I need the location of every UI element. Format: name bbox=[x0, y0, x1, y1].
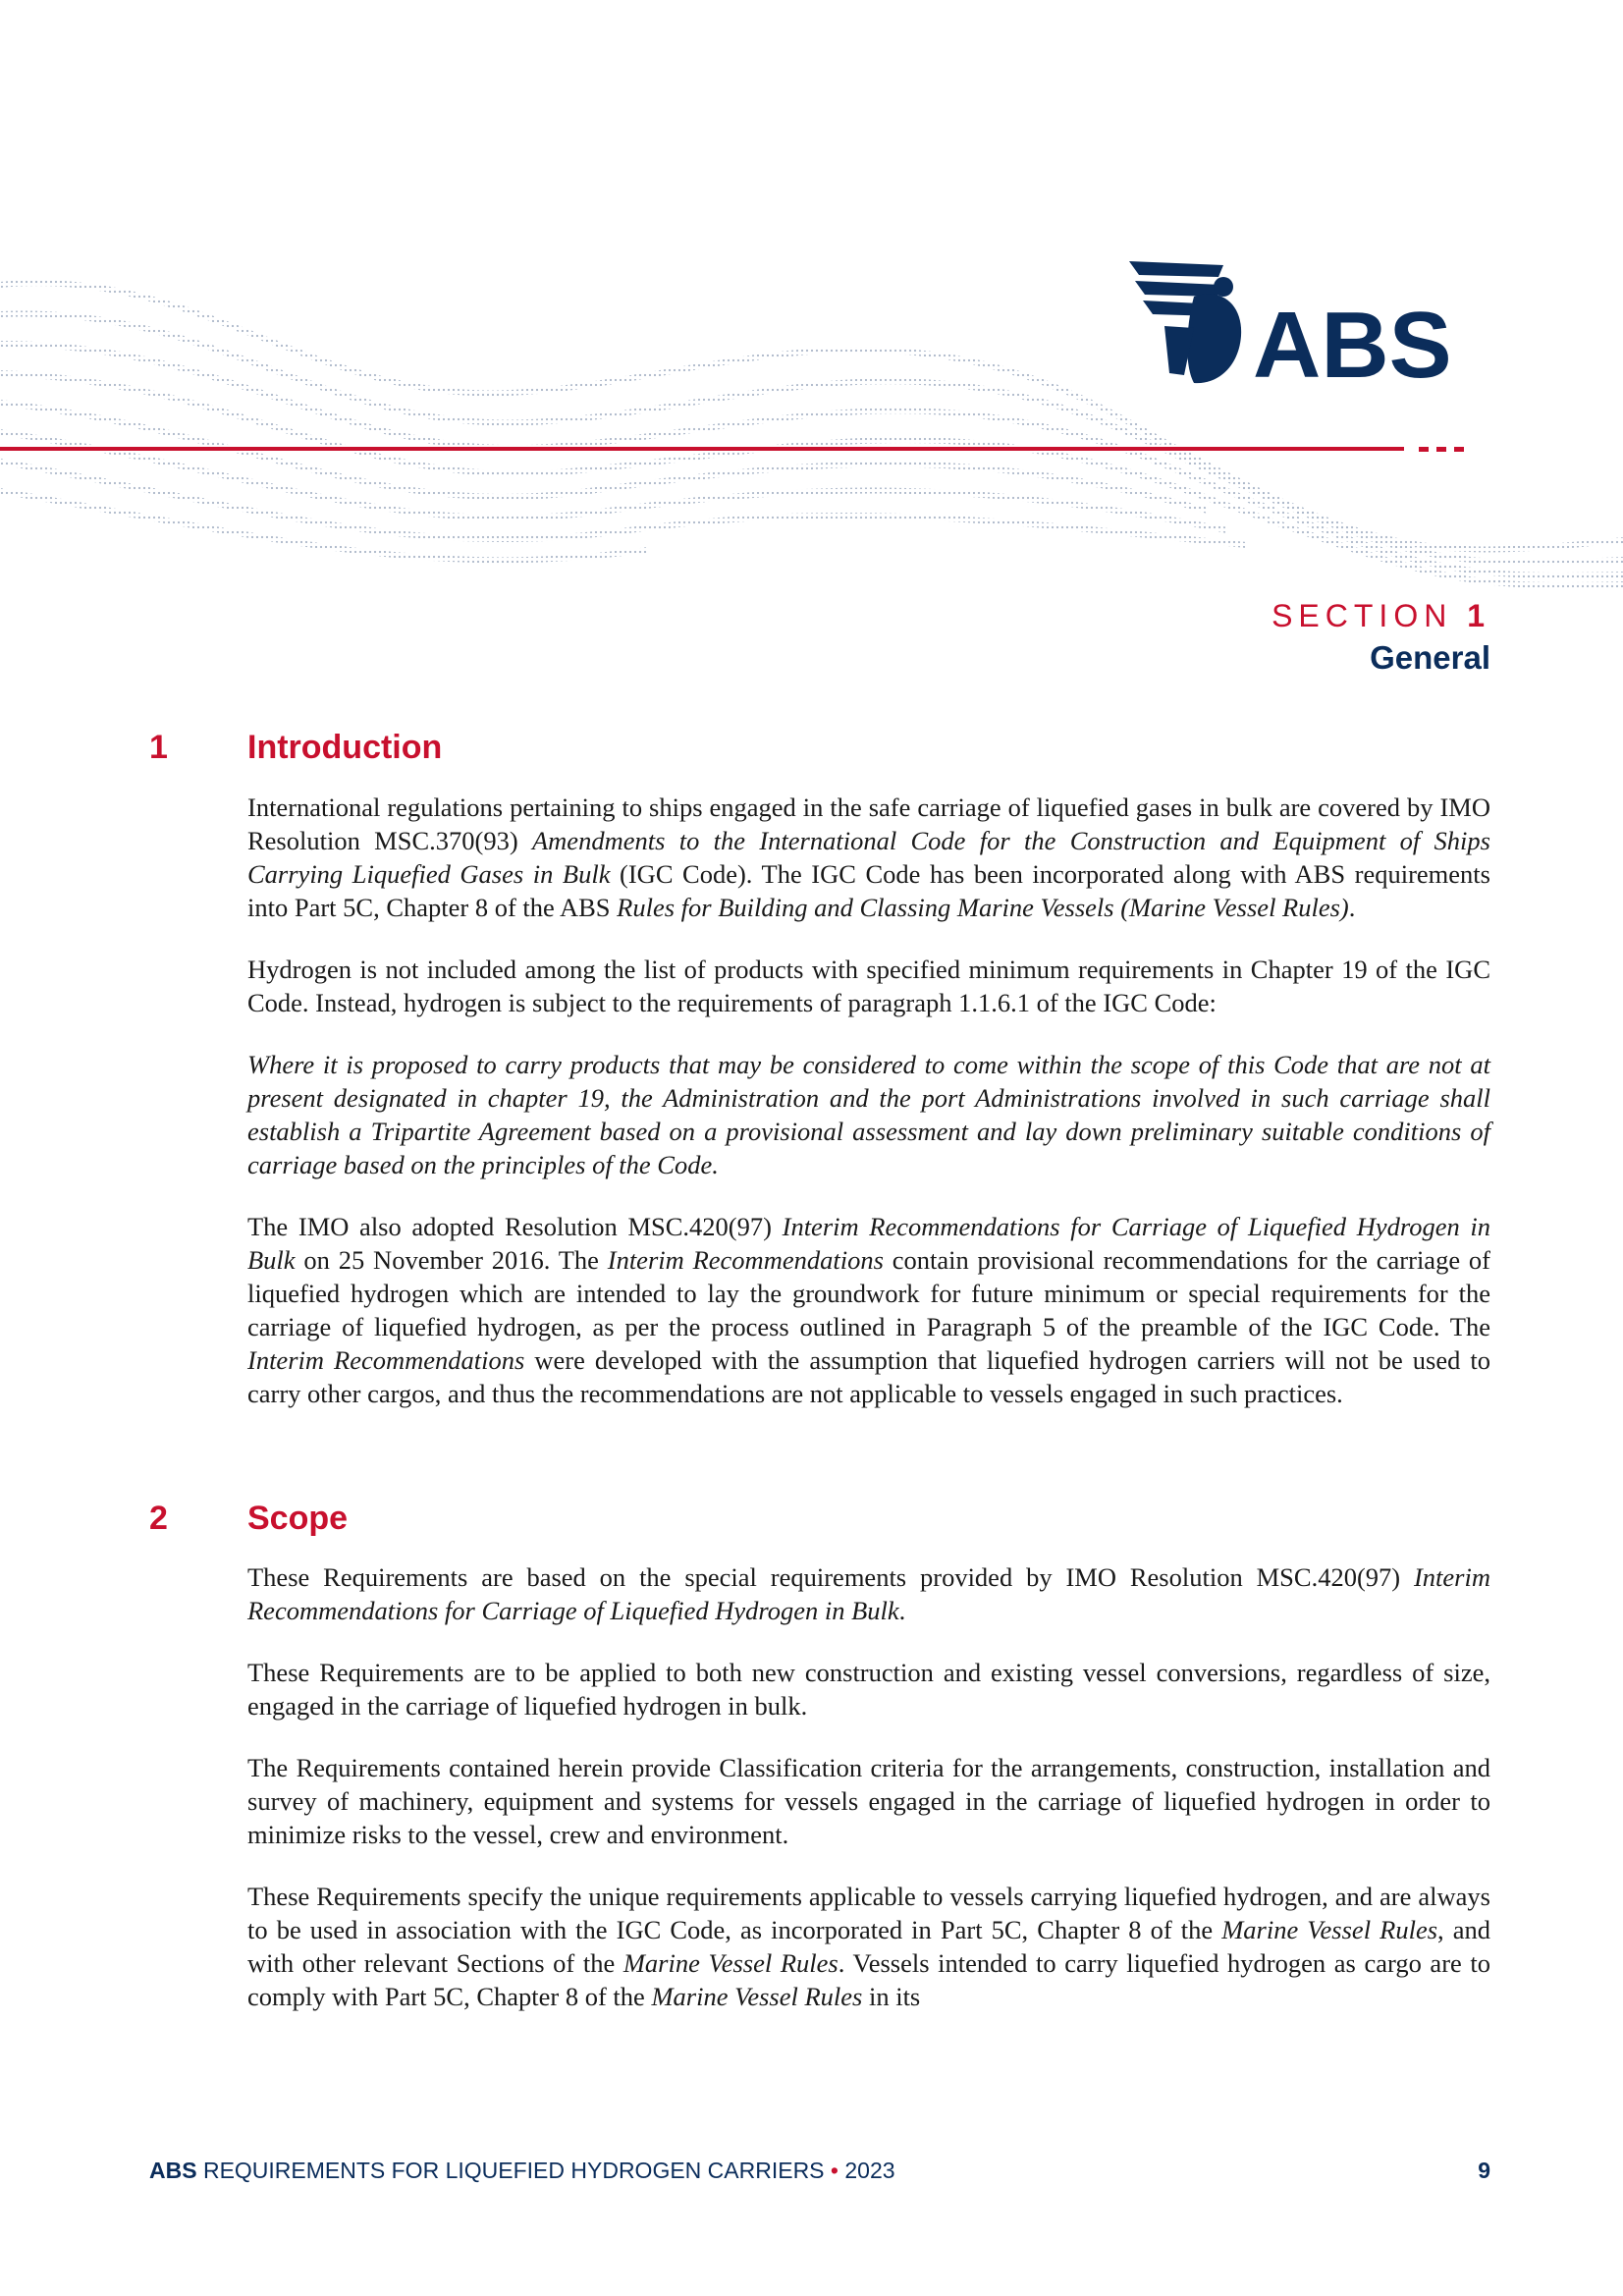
intro-paragraph-4: The IMO also adopted Resolution MSC.420(97) Interim Recommendations for Carriage of Liquefied Hydrogen in Bulk on 25 November 2016. The Interim Recommendations contain provisional recommendations for the carriage of liquefied hydrogen which are intended to lay the groundwork for future minimum or special requirements for the carriage of liquefied hydrogen, as per the process outlined in Paragraph 5 of the preamble of the IGC Code. The Interim Recommendations were developed with the assumption that liquefied hydrogen carriers will not be used to carry other cargos, and thus the recommendations are not applicable to vessels engaged in such practices. bbox=[247, 1212, 1490, 1408]
abs-logo bbox=[1125, 257, 1481, 395]
scope-paragraph-3: The Requirements contained herein provide Classification criteria for the arrangements, construction, installation and survey of machinery, equipment and systems for vessels engaged in the carriage of liquefied hydrogen in order to minimize risks to the vessel, crew and environment. bbox=[247, 1753, 1490, 1849]
section-label: SECTION 1 bbox=[1271, 598, 1490, 633]
heading-title: Introduction bbox=[247, 729, 443, 766]
intro-quote: Where it is proposed to carry products that may be considered to come within the scope of this Code that are not at present designated in chapter 19, the Administration and the port Administrations involved in such carriage shall establish a Tripartite Agreement based on a provisional assessment and lay down preliminary suitable conditions of carriage based on the principles of the Code. bbox=[247, 1050, 1490, 1179]
scope-paragraph-1: These Requirements are based on the special requirements provided by IMO Resolution MSC.420(97) Interim Recommendations for Carriage of Liquefied Hydrogen in Bulk. bbox=[247, 1562, 1490, 1625]
scope-body bbox=[247, 1560, 1490, 2042]
intro-paragraph-1: International regulations pertaining to ships engaged in the safe carriage of liquefied gases in bulk are covered by IMO Resolution MSC.370(93) Amendments to the International Code for the Construction and Equipment of Ships Carrying Liquefied Gases in Bulk (IGC Code). The IGC Code has been incorporated along with ABS requirements into Part 5C, Chapter 8 of the ABS Rules for Building and Classing Marine Vessels (Marine Vessel Rules). bbox=[247, 793, 1490, 922]
svg-text:ABS: ABS bbox=[1253, 293, 1452, 395]
scope-paragraph-4: These Requirements specify the unique requirements applicable to vessels carrying liquefied hydrogen, and are always to be used in association with the IGC Code, as incorporated in Part 5C, Chapter 8 of the Marine Vessel Rules, and with other relevant Sections of the Marine Vessel Rules. Vessels intended to carry liquefied hydrogen as cargo are to comply with Part 5C, Chapter 8 of the Marine Vessel Rules in its bbox=[247, 1882, 1491, 2011]
scope-paragraph-2: These Requirements are to be applied to both new construction and existing vessel conversions, regardless of size, engaged in the carriage of liquefied hydrogen in bulk. bbox=[247, 1658, 1490, 1721]
section-title: General bbox=[1370, 639, 1490, 676]
heading-number: 1 bbox=[149, 729, 168, 766]
page-footer bbox=[149, 2158, 1490, 2193]
section-header bbox=[1271, 595, 1490, 680]
footer-title: ABS REQUIREMENTS FOR LIQUEFIED HYDROGEN CARRIERS • 2023 bbox=[149, 2158, 895, 2183]
introduction-body bbox=[247, 791, 1490, 1439]
intro-paragraph-2: Hydrogen is not included among the list of products with specified minimum requirements in Chapter 19 of the IGC Code. Instead, hydrogen is subject to the requirements of paragraph 1.1.6.1 of the IGC Code: bbox=[247, 955, 1490, 1017]
page-number: 9 bbox=[1478, 2158, 1490, 2183]
heading-title: Scope bbox=[247, 1500, 349, 1537]
heading-number: 2 bbox=[149, 1500, 168, 1537]
